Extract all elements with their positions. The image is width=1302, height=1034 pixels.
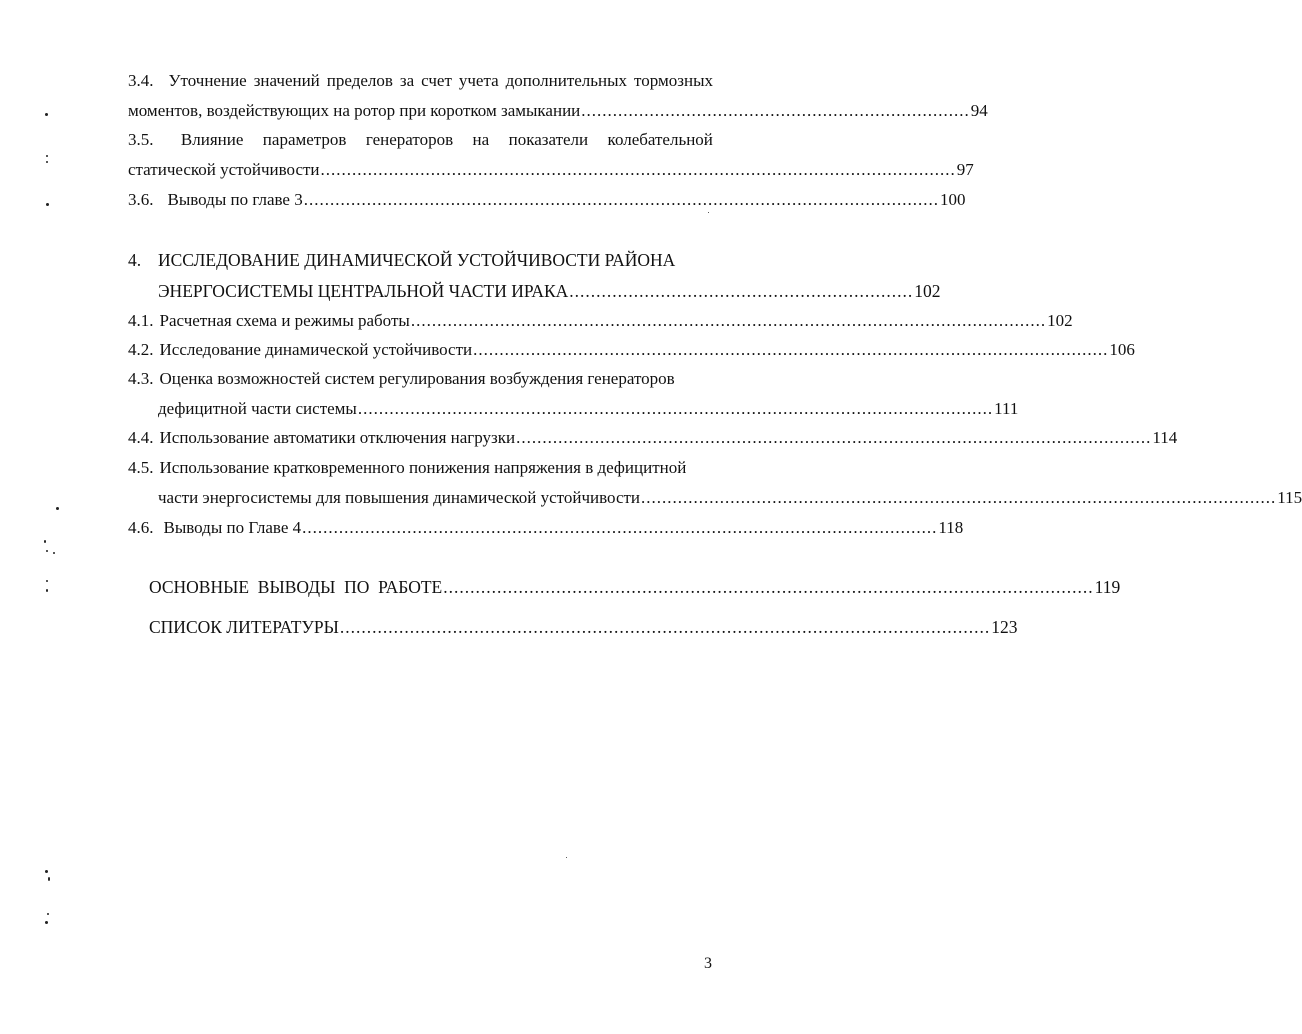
toc-word: тормозных <box>634 71 713 90</box>
dot-leader: ......................................................................................................................... <box>303 190 939 209</box>
toc-conclusions <box>149 577 1121 597</box>
dot-leader: ......................................................................................................................... <box>410 311 1047 330</box>
scan-speck <box>45 870 48 873</box>
toc-entry-4-5-number: 4.5. <box>128 458 154 477</box>
toc-word: генераторов <box>365 130 454 149</box>
toc-entry-4-4-number: 4.4. <box>128 428 154 447</box>
toc-entry-4-6-number: 4.6. <box>128 518 154 537</box>
dot-leader: ......................................................................................................................... <box>339 617 991 637</box>
toc-chapter-4-title-cont: ЭНЕРГОСИСТЕМЫ ЦЕНТРАЛЬНОЙ ЧАСТИ ИРАКА <box>158 281 569 301</box>
toc-entry-4-6-title: Выводы по Главе 4 <box>163 518 302 537</box>
toc-entry-3-4-line1 <box>128 71 713 91</box>
dot-leader: .......................................................................... <box>581 101 970 120</box>
scan-speck <box>46 550 48 552</box>
toc-entry-3-5-line1 <box>128 130 713 150</box>
toc-entry-3-6 <box>128 190 966 210</box>
toc-entry-3-4-page: 94 <box>970 101 988 120</box>
dot-leader: ......................................................................................................................... <box>641 488 1277 507</box>
toc-word: значений <box>253 71 320 90</box>
toc-word: счет <box>421 71 452 90</box>
toc-entry-4-3-title-cont: дефицитной части системы <box>158 399 357 418</box>
dot-leader: ......................................................................................................................... <box>516 428 1152 447</box>
scan-speck <box>47 913 49 915</box>
toc-references <box>149 617 1018 637</box>
toc-entry-4-3-number: 4.3. <box>128 369 154 388</box>
toc-word: показатели <box>508 130 589 149</box>
toc-entry-3-4-title-cont: моментов, воздействующих на ротор при коротком замыкании <box>128 101 581 120</box>
toc-entry-3-5-line2 <box>128 160 974 180</box>
toc-word: колебательной <box>607 130 713 149</box>
toc-entry-4-5-title: Использование кратковременного понижения напряжения в дефицитной <box>159 458 687 477</box>
toc-entry-4-3-line2 <box>158 399 1019 419</box>
toc-references-title: СПИСОК ЛИТЕРАТУРЫ <box>149 617 339 637</box>
toc-conclusions-page: 119 <box>1094 577 1121 597</box>
scan-speck <box>46 589 48 592</box>
dot-leader: ................................................................ <box>569 281 914 301</box>
toc-chapter-4-page: 102 <box>914 281 941 301</box>
toc-word: пределов <box>326 71 393 90</box>
dot-leader: ......................................................................................................................... <box>302 518 938 537</box>
toc-entry-3-5-number: 3.5. <box>128 130 154 149</box>
scan-speck <box>56 507 59 510</box>
scan-speck <box>45 921 48 924</box>
toc-entry-4-1 <box>128 311 1073 331</box>
toc-entry-3-5-page: 97 <box>956 160 974 179</box>
scan-speck <box>46 203 49 206</box>
scan-speck <box>44 540 46 543</box>
toc-word: дополнительных <box>505 71 628 90</box>
toc-conclusions-title: ОСНОВНЫЕ ВЫВОДЫ ПО РАБОТЕ <box>149 577 443 597</box>
scan-speck <box>48 877 50 881</box>
toc-entry-4-4-page: 114 <box>1152 428 1178 447</box>
toc-entry-4-2-page: 106 <box>1109 340 1135 359</box>
toc-entry-4-6 <box>128 518 964 538</box>
toc-entry-3-5-title-cont: статической устойчивости <box>128 160 320 179</box>
toc-entry-4-5-page: 115 <box>1277 488 1302 507</box>
toc-entry-4-3-line1 <box>128 369 713 389</box>
toc-chapter-4-number: 4. <box>128 250 142 270</box>
toc-references-page: 123 <box>991 617 1018 637</box>
toc-entry-3-4-number: 3.4. <box>128 71 154 90</box>
toc-word: Уточнение <box>168 71 247 90</box>
toc-entry-4-2-title: Исследование динамической устойчивости <box>159 340 473 359</box>
dot-leader: ......................................................................................................................... <box>443 577 1094 597</box>
toc-entry-4-5-line2 <box>158 488 1302 508</box>
scan-speck <box>45 113 48 116</box>
toc-word: параметров <box>262 130 347 149</box>
scan-speck <box>46 155 48 157</box>
toc-entry-4-1-number: 4.1. <box>128 311 154 330</box>
toc-entry-4-1-page: 102 <box>1047 311 1073 330</box>
scan-speck <box>53 552 55 554</box>
toc-word: Влияние <box>180 130 244 149</box>
toc-chapter-4-line1 <box>128 250 713 270</box>
toc-entry-4-3-page: 111 <box>994 399 1019 418</box>
dot-leader: ......................................................................................................................... <box>357 399 994 418</box>
scan-speck <box>46 161 48 163</box>
toc-entry-4-4 <box>128 428 1178 448</box>
toc-word: учета <box>458 71 499 90</box>
toc-word: на <box>472 130 490 149</box>
toc-entry-4-5-line1 <box>128 458 713 478</box>
toc-entry-3-6-page: 100 <box>939 190 966 209</box>
scan-speck <box>566 857 567 858</box>
toc-entry-4-4-title: Использование автоматики отключения нагрузки <box>159 428 516 447</box>
toc-entry-4-2-number: 4.2. <box>128 340 154 359</box>
toc-entry-3-6-title: Выводы по главе 3 <box>167 190 303 209</box>
dot-leader: ......................................................................................................................... <box>320 160 956 179</box>
dot-leader: ......................................................................................................................... <box>473 340 1109 359</box>
toc-entry-3-6-number: 3.6. <box>128 190 154 209</box>
toc-entry-4-3-title: Оценка возможностей систем регулирования возбуждения генераторов <box>159 369 675 388</box>
toc-entry-3-4-line2 <box>128 101 988 121</box>
scan-speck <box>708 212 709 213</box>
toc-entry-4-2 <box>128 340 1135 360</box>
toc-entry-4-1-title: Расчетная схема и режимы работы <box>159 311 410 330</box>
page-number: 3 <box>704 955 712 972</box>
scan-speck <box>46 580 48 582</box>
toc-entry-4-5-title-cont: части энергосистемы для повышения динамической устойчивости <box>158 488 641 507</box>
toc-chapter-4-title: ИССЛЕДОВАНИЕ ДИНАМИЧЕСКОЙ УСТОЙЧИВОСТИ РАЙОНА <box>158 250 676 270</box>
toc-chapter-4-line2 <box>158 281 941 301</box>
toc-word: за <box>399 71 415 90</box>
toc-entry-4-6-page: 118 <box>938 518 964 537</box>
